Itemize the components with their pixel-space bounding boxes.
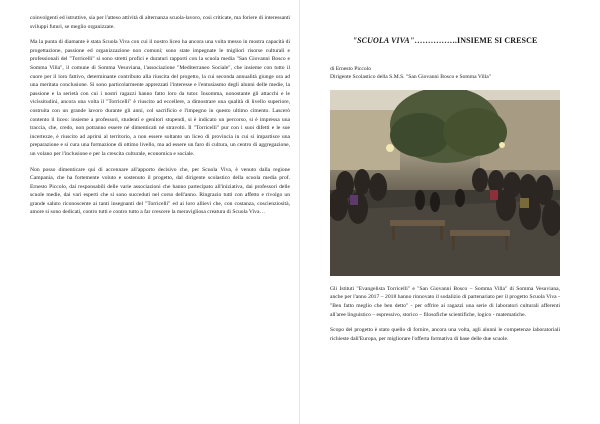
event-photo (330, 90, 560, 276)
byline: di Ernesto Piccolo (330, 66, 372, 72)
left-paragraph-3: Non posso dimenticare qui di accennare all'apporto decisivo che, per Scuola Viva, è venuto dalla regione Campania, che ha fortemente voluto e sostenuto il progetto, dal dirigente scolastico della scuola media prof. Ernesto Piccolo, dai responsabili delle varie associazioni che hanno partecipato all'iniziativa, dai professori delle scuole medie, dai vari esperti che si sono succeduti nel corso dell'anno. Ringrazio tutti con affetto e rivolgo un grande saluto riconoscente ai tanti insegnanti del "Torricelli" ed ai loro allievi che, con costanza, coscienziosità, amore si sono dedicati, contro tutti e contro tutto a far crescere la meravigliosa creatura di Scuola Viva… (30, 166, 290, 216)
right-paragraph-1: Gli Istituti "Evangelista Torricelli" e "San Giovanni Bosco – Somma Villa" di Somma Vesuviana, anche per l'anno 2017 – 2018 hanno rinnovato il sodalizio di partenariato per il progetto Scuola Viva - "Ben fatto meglio che ben detto" - per offrire ai ragazzi una serie di laboratori culturali afferenti all'aree linguistico – espressivo, storico – filosofiche scientifiche, logico - matematiche. (330, 285, 560, 318)
right-page (300, 0, 600, 424)
left-paragraph-2: Ma la punta di diamante è stata Scuola Viva con cui il nostro liceo ha ancora una volta messo in mostra capacità di progettazione, passione ed organizzazione non comuni; sono state impegnate le migliori risorse culturali e professionali del "Torricelli" sì sono stretti profici e duraturi rapporti con la scuola media "San Giovanni Bosco e Somma Villa", il comune di Somma Vesuviana, l'associazione "Mediterraneo Sociale", che insieme con tutto il cuore per il loro fattivo, determinante contributo alla riuscita del progetto, la cui seconda annualità giunge ora ad una meritata conclusione. Si sono particolarmente apprezzati l'interesse e l'entusiasmo degli alunni delle medie, la passione e la serietà con cui i nostri ragazzi hanno fatto loro da tutor. Insomma, nonostante gli attacchi e le vicissitudini, ancora una volta il "Torricelli" è riuscito ad eccellere, a dimostrare una qualità di livello superiore, costruita con un grande lavoro durante gli anni, col sacrificio e l'impegno in questo ultimo cimento. Lascerò contento il liceo: insieme a professori, studenti e genitori stupendi, si è indicato un percorso, si è impressa una traccia, che, credo, non potranno essere né dimenticati né stravolti. Il "Torricelli" pur con i suoi difetti e le sue incertezze, è riuscito ad aprirsi al territorio, a non essere soltanto un liceo di provincia in cui si impartisce una preparazione e si cura una formazione di ottimo livello, ma ad essere un faro di cultura, un centro di aggregazione, un volano per l'inclusione e per la crescita culturale, economica e sociale. (30, 39, 290, 157)
event-photo-illustration (330, 90, 560, 276)
author-role: Dirigente Scolastico della S.M.S. "San Giovanni Bosco e Somma Villa" (330, 74, 492, 81)
article-title (330, 36, 560, 45)
right-paragraph-2: Scopo del progetto è stato quello di fornire, ancora una volta, agli alunni le competenze laboratoriali richieste dall'Europa, per migliorare l'offerta formativa di base delle due scuole. (330, 327, 560, 342)
article-title-italic: "SCUOLA VIVA" (352, 36, 415, 45)
left-paragraph-1: coinvolgenti ed istruttive, sia per l'atteso attività di alternanza scuola-lavoro, così criticate, ma foriere di interessanti sviluppi futuri, se meglio organizzate. (30, 15, 290, 30)
article-title-rest: …………….INSIEME SI CRESCE (414, 36, 538, 45)
